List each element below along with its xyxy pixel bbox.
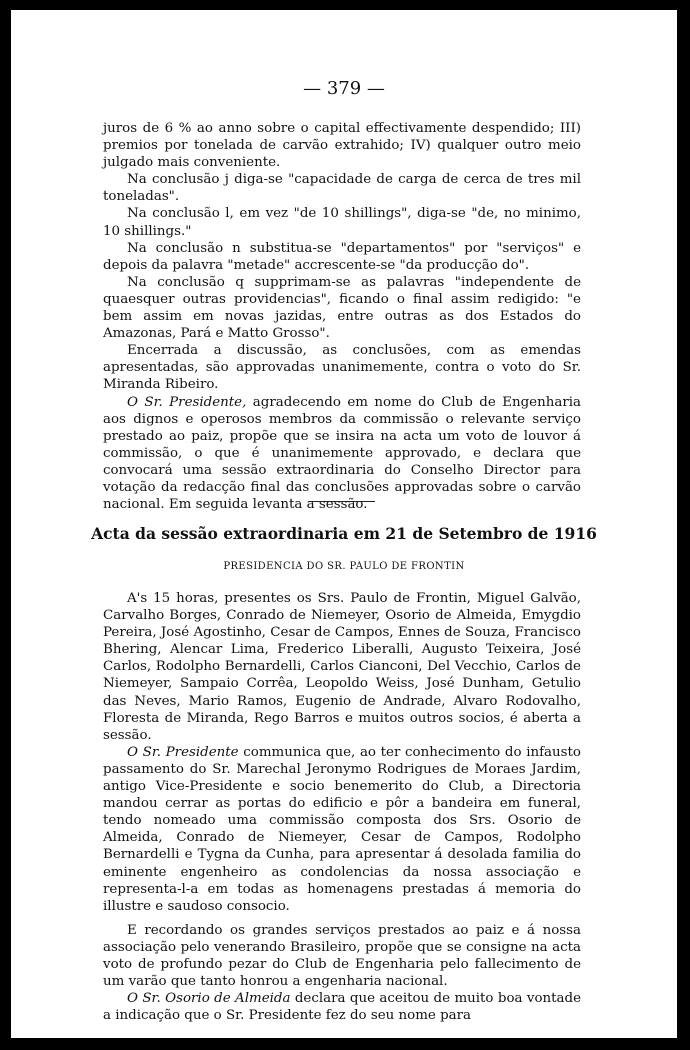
speaker-lead: O Sr. Presidente,: [127, 394, 247, 410]
paragraph-2-2: O Sr. Presidente communica que, ao ter conhecimento do infausto passamento do Sr. Marechal Jeronymo Rodrigues de Moraes Jardim, antigo Vice-Presidente e socio benemerito do Club, a Directoria mandou cerrar as portas do edificio e pôr a bandeira em funeral, tendo nomeado uma commissão composta dos Srs. Osorio de Almeida, Conrado de Niemeyer, Cesar de Campos, Rodolpho Bernardelli e Tygna da Cunha, para apresentar á desolada familia do eminente engenheiro as condolencias da nossa associação e representa-l-a em todas as homenagens prestadas á memoria do illustre e saudoso consocio.: [103, 744, 581, 914]
paragraph-2-1: A's 15 horas, presentes os Srs. Paulo de Frontin, Miguel Galvão, Carvalho Borges, Conrado de Niemeyer, Osorio de Almeida, Emygdio Pereira, José Agostinho, Cesar de Campos, Ennes de Souza, Francisco Bhering, Alencar Lima, Frederico Liberalli, Augusto Teixeira, José Carlos, Rodolpho Bernardelli, Carlos Cianconi, Del Vecchio, Carlos de Niemeyer, Sampaio Corrêa, Leopoldo Weiss, José Dunham, Getulio das Neves, Mario Ramos, Eugenio de Andrade, Alvaro Rodovalho, Floresta de Miranda, Rego Barros e muitos outros socios, é aberta a sessão.: [103, 591, 581, 743]
section-subheading: PRESIDENCIA DO SR. PAULO DE FRONTIN: [223, 561, 465, 572]
paragraph-2-3: E recordando os grandes serviços prestados ao paiz e á nossa associação pelo venerando Brasileiro, propõe que se consigne na acta voto de profundo pezar do Club de Engenharia pelo fallecimento de um varão que tanto honrou a engenharia nacional.: [103, 922, 581, 990]
session-text-block: [103, 590, 581, 1024]
paragraph-1-3: Na conclusão l, em vez "de 10 shillings", diga-se "de, no minimo, 10 shillings.": [103, 206, 581, 239]
page-number: — 379 —: [303, 78, 385, 99]
document-page: [11, 10, 677, 1038]
speaker-lead: O Sr. Presidente: [127, 744, 239, 760]
paragraph-1-5: Na conclusão q supprimam-se as palavras "independente de quaesquer outras providencias", ficando o final assim redigido: "e bem assim em novas jazidas, entre outras as dos Estados do Amazonas, Pará e Matto Grosso".: [103, 274, 581, 342]
paragraph-2-4: O Sr. Osorio de Almeida declara que aceitou de muito boa vontade a indicação que o Sr. Presidente fez do seu nome para: [103, 991, 581, 1024]
paragraph-1-7: O Sr. Presidente, agradecendo em nome do Club de Engenharia aos dignos e operosos membros da commissão o relevante serviço prestado ao paiz, propõe que se insira na acta um voto de louvor á commissão, o que é unanimemente approvado, e declara que convocará uma sessão extraordinaria do Conselho Director para votação da redacção final das conclusões approvadas sobre o carvão nacional. Em seguida levanta a sessão.: [103, 394, 581, 513]
speaker-lead: O Sr. Osorio de Almeida: [127, 991, 291, 1007]
paragraph-1-1: juros de 6 % ao anno sobre o capital effectivamente despendido; III) premios por tonelada de carvão extrahido; IV) qualquer outro meio julgado mais conveniente.: [103, 121, 581, 171]
section-divider: [309, 501, 375, 502]
conclusions-text-block: [103, 120, 581, 513]
paragraph-1-2: Na conclusão j diga-se "capacidade de carga de cerca de tres mil toneladas".: [103, 172, 581, 205]
section-heading: Acta da sessão extraordinaria em 21 de Setembro de 1916: [91, 524, 597, 543]
paragraph-1-6: Encerrada a discussão, as conclusões, com as emendas apresentadas, são approvadas unanimemente, contra o voto do Sr. Miranda Ribeiro.: [103, 343, 581, 393]
paragraph-1-4: Na conclusão n substitua-se "departamentos" por "serviços" e depois da palavra "metade" accrescente-se "da producção do".: [103, 240, 581, 273]
